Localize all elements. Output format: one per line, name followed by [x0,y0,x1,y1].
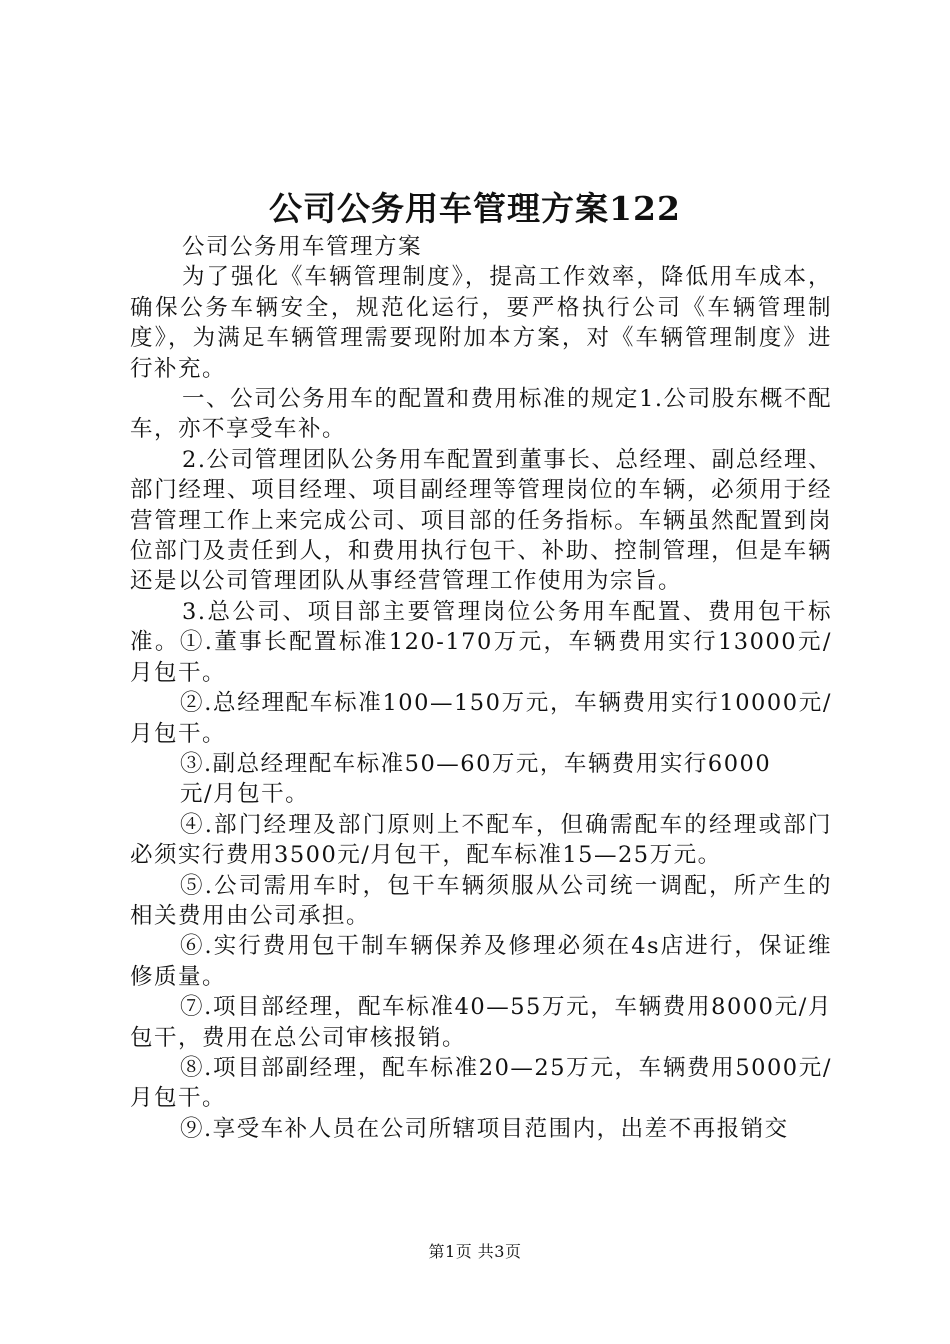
paragraph-subitem-3: ③.副总经理配车标准50—60万元，车辆费用实行6000 [180,750,772,777]
paragraph-section-1: 一、公司公务用车的配置和费用标准的规定1.公司股东概不配车，亦不享受车补。 [130,386,832,443]
paragraph-subitem-7: ⑦.项目部经理，配车标准40—55万元，车辆费用8000元/月包干，费用在总公司审核报销。 [130,994,832,1051]
paragraph-intro: 为了强化《车辆管理制度》，提高工作效率，降低用车成本，确保公务车辆安全，规范化运行，要严格执行公司《车辆管理制度》，为满足车辆管理需要现附加本方案，对《车辆管理制度》进行补充。 [130,264,832,382]
paragraph-subitem-4: ④.部门经理及部门原则上不配车，但确需配车的经理或部门必须实行费用3500元/月包干，配车标准15—25万元。 [130,811,832,869]
paragraph-subitem-5: ⑤.公司需用车时，包干车辆须服从公司统一调配，所产生的相关费用由公司承担。 [130,872,832,929]
document-body [130,232,832,1144]
paragraph-subitem-3-cont: 元/月包干。 [180,781,310,808]
paragraph-item-2: 2.公司管理团队公务用车配置到董事长、总经理、副总经理、部门经理、项目经理、项目副经理等管理岗位的车辆，必须用于经营管理工作上来完成公司、项目部的任务指标。车辆虽然配置到岗位部门及责任到人，和费用执行包干、补助、控制管理，但是车辆还是以公司管理团队从事经营管理工作使用为宗旨。 [130,446,832,595]
paragraph-subitem-8: ⑧.项目部副经理，配车标准20—25万元，车辆费用5000元/月包干。 [130,1054,832,1112]
paragraph-subitem-2: ②.总经理配车标准100—150万元，车辆费用实行10000元/月包干。 [130,690,832,747]
paragraph-subtitle: 公司公务用车管理方案 [182,234,423,260]
document-title: 公司公务用车管理方案122 [269,189,681,228]
paragraph-subitem-6: ⑥.实行费用包干制车辆保养及修理必须在4s店进行，保证维修质量。 [130,933,832,990]
paragraph-subitem-9: ⑨.享受车补人员在公司所辖项目范围内，出差不再报销交 [180,1115,789,1142]
paragraph-item-3: 3.总公司、项目部主要管理岗位公务用车配置、费用包干标准。①.董事长配置标准120-170万元，车辆费用实行13000元/月包干。 [130,598,832,686]
page-footer: 第1页 共3页 [428,1242,522,1261]
